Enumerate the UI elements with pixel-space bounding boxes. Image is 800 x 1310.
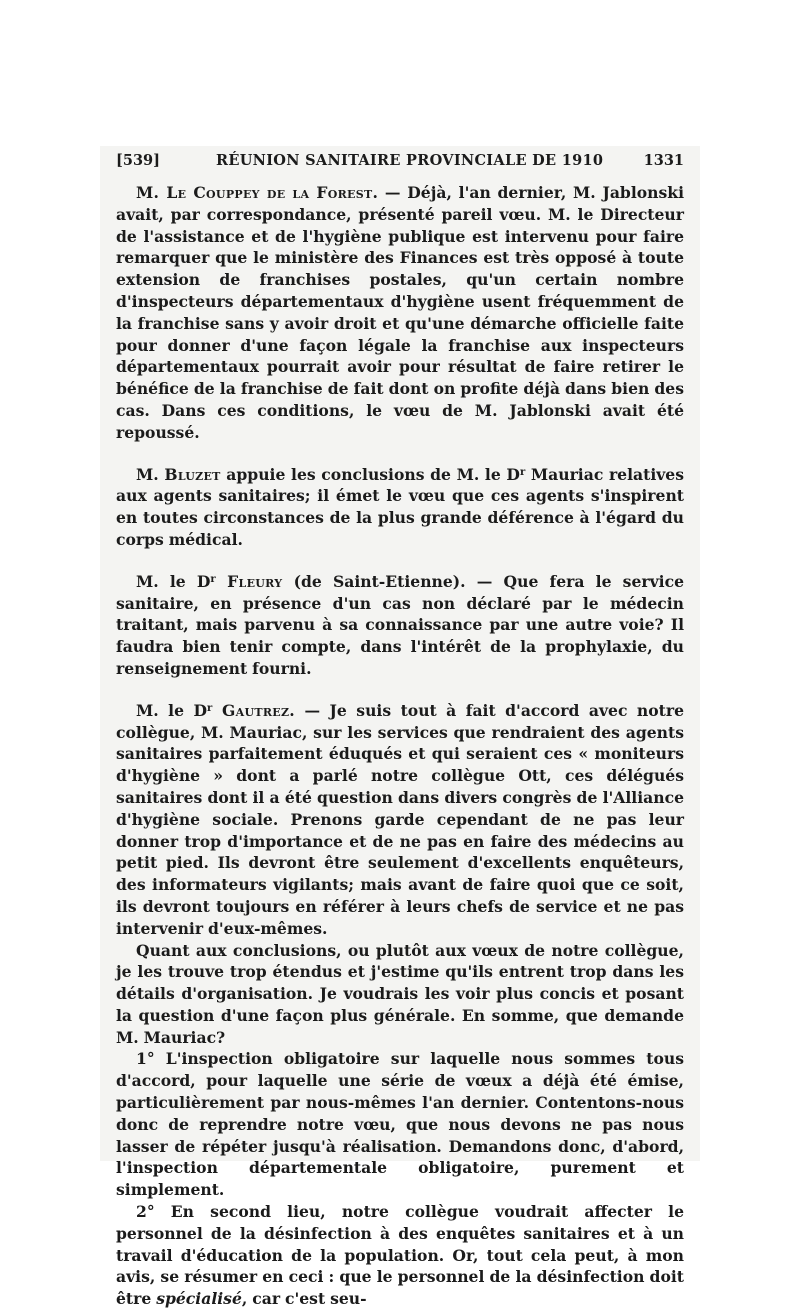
superscript: r — [519, 466, 526, 478]
paragraph-text: — Je suis tout à fait d'accord avec notre collègue, M. Mauriac, sur les services que rendraient des agents sanitaires parfaitement éduqués et qui seraient ces « moniteurs d'hygiène » dont a parlé notre collègue Ott, ces délégués sanitaires dont il a été question dans divers congrès de l'Alliance d'hygiène sociale. Prenons garde cependant de ne pas leur donner trop d'importance et de ne pas en faire des médecins au petit pied. Ils devront être seulement d'excellents enquêteurs, des informateurs vigilants; mais avant de faire quoi que ce soit, ils devront toujours en référer à leurs chefs de service et ne pas intervenir d'eux-mêmes. — [116, 700, 685, 938]
running-header — [116, 152, 684, 174]
superscript: r — [210, 573, 216, 585]
superscript: r — [206, 702, 213, 714]
running-title: RÉUNION SANITAIRE PROVINCIALE DE 1910 — [216, 152, 604, 169]
paragraph-point-1: 1° L'inspection obligatoire sur laquelle nous sommes tous d'accord, pour laquelle une série de vœux a déjà été émise, particulièrement par nous-mêmes l'an dernier. Contentons-nous donc de reprendre notre vœu, que nous devons ne pas nous lasser de répéter jusqu'à réalisation. Demandons donc, d'abord, l'inspection départementale obligatoire, purement et simplement. — [116, 1049, 684, 1200]
paragraph-fleury — [116, 571, 684, 680]
paragraph-conclusions: Quant aux conclusions, ou plutôt aux vœux de notre collègue, je les trouve trop étendus et j'estime qu'ils entrent trop dans les détails d'organisation. Je voudrais les voir plus concis et posant la question d'une façon plus générale. En somme, que demande M. Mauriac? — [116, 940, 684, 1047]
paragraph-point-2 — [116, 1201, 684, 1310]
paragraph-text: — Déjà, l'an dernier, M. Jablonski avait, par correspondance, présenté pareil vœu. M. le Directeur de l'assistance et de l'hygiène publique est intervenu pour faire remarquer que le ministère des Finances est très opposé à toute extension de franchises postales, qu'un certain nombre d'inspecteurs départementaux d'hygiène usent fréquemment de la franchise sans y avoir droit et qu'une démarche officielle faite pour donner d'une façon légale la franchise aux inspecteurs départementaux pourrait avoir pour résultat de faire retirer le bénéfice de la franchise de fait dont on profite déjà dans bien des cas. Dans ces conditions, le vœu de M. Jablonski avait été repoussé. — [116, 183, 685, 442]
speaker-name: M. Le Couppey de la Forest. — [136, 183, 379, 202]
page-reference: [539] — [116, 152, 160, 169]
speaker-prefix: M. le D — [136, 700, 207, 720]
speaker-name: Gautrez. — [212, 700, 296, 720]
page-body — [116, 182, 684, 1310]
paragraph-text: appuie les conclusions de M. le D — [220, 464, 520, 484]
page-number: 1331 — [643, 152, 684, 169]
paragraph-gautrez — [116, 700, 684, 940]
paragraph-text: (de Saint-Etienne). — Que fera le service sanitaire, en présence d'un cas non déclaré par le médecin traitant, mais parvenu à sa connaissance par une autre voie? Il faudra bien tenir compte, dans l'intérêt de la prophylaxie, du renseignement fourni. — [116, 571, 685, 678]
paragraph-bluzet — [116, 464, 684, 551]
paragraph-text-continued: , car c'est seu- — [241, 1289, 367, 1309]
speaker-name: Bluzet — [164, 464, 221, 484]
emphasis: spécialisé — [156, 1289, 242, 1309]
speaker-prefix: M. le D — [136, 571, 211, 591]
speaker-name: Fleury — [215, 571, 283, 591]
paragraph-text: 2° En second lieu, notre collègue voudrait affecter le personnel de la désinfection à des enquêtes sanitaires et à un travail d'éducation de la population. Or, tout cela peut, à mon avis, se résumer en ceci : que le personnel de la désinfection doit être — [116, 1202, 684, 1309]
paragraph-text-continued: Mauriac relatives aux agents sanitaires; il émet le vœu que ces agents s'inspirent en toutes circonstances de la plus grande déférence à l'égard du corps médical. — [116, 464, 685, 549]
speaker-prefix: M. — [136, 464, 165, 484]
paragraph-le-couppey — [116, 182, 684, 444]
